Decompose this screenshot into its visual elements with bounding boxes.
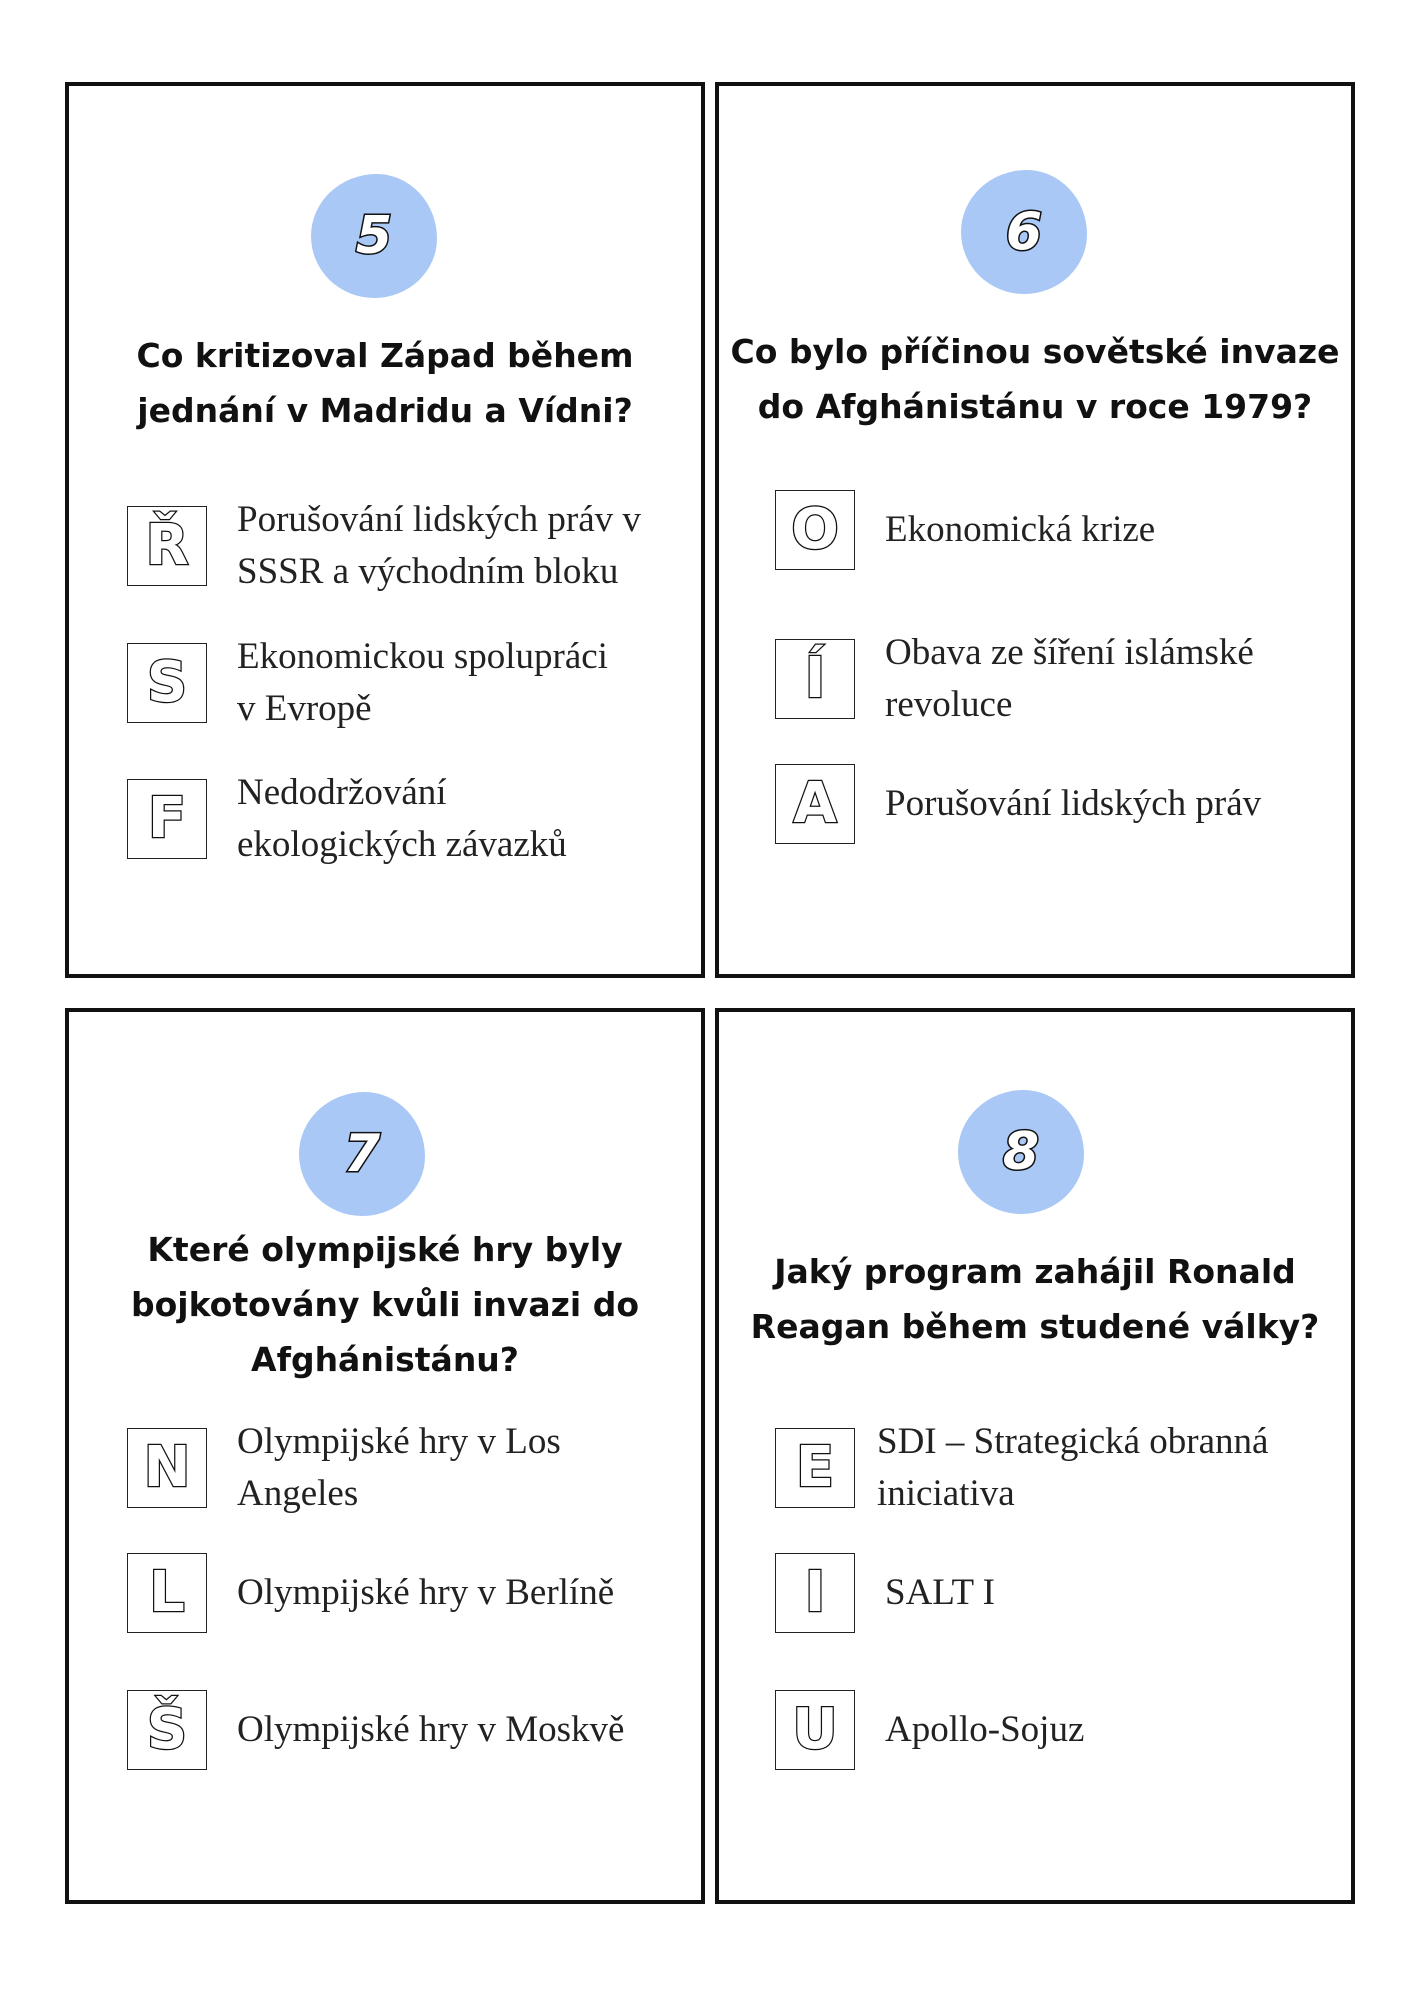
answer-text: Olympijské hry v Berlíně xyxy=(237,1572,615,1613)
answer-option[interactable] xyxy=(127,1553,687,1633)
answer-text: Nedodržování ekologických závazků xyxy=(237,772,567,865)
answer-text: Porušování lidských práv v SSSR a východním bloku xyxy=(237,499,641,592)
answer-letter-box xyxy=(127,643,207,723)
answer-letter: E xyxy=(795,1435,835,1500)
answer-letter-box xyxy=(775,490,855,570)
card-number: 5 xyxy=(355,206,393,266)
answer-option[interactable] xyxy=(775,627,1295,731)
quiz-card-6 xyxy=(715,82,1355,978)
quiz-card-5 xyxy=(65,82,705,978)
card-number: 7 xyxy=(343,1124,381,1184)
quiz-card-8 xyxy=(715,1008,1355,1904)
answer-letter-box xyxy=(127,1690,207,1770)
answer-letter: I xyxy=(804,1560,826,1625)
answer-text: SDI – Strategická obranná iniciativa xyxy=(877,1421,1269,1514)
answer-letter-box xyxy=(127,506,207,586)
answer-letter: A xyxy=(793,771,837,836)
answer-text: Obava ze šíření islámské revoluce xyxy=(885,632,1254,725)
answer-option[interactable] xyxy=(775,764,1335,844)
number-badge xyxy=(958,1090,1084,1214)
number-badge xyxy=(299,1092,425,1216)
answer-letter-box xyxy=(127,779,207,859)
answer-text: Ekonomická krize xyxy=(885,509,1156,550)
answer-letter: Š xyxy=(146,1697,188,1762)
answer-option[interactable] xyxy=(775,490,1335,570)
answer-option[interactable] xyxy=(775,1553,1335,1633)
question-text: Co bylo příčinou sovětské invaze do Afghánistánu v roce 1979? xyxy=(730,332,1340,426)
answer-option[interactable] xyxy=(775,1416,1345,1520)
answer-option[interactable] xyxy=(127,767,627,871)
card-number: 8 xyxy=(1002,1122,1040,1182)
answer-letter: Ř xyxy=(145,513,189,578)
answer-text: Porušování lidských práv xyxy=(885,783,1262,824)
question-text: Jaký program zahájil Ronald Reagan během studené války? xyxy=(750,1252,1320,1346)
answer-letter: Í xyxy=(804,646,826,711)
number-badge xyxy=(311,174,437,298)
answer-letter-box xyxy=(775,764,855,844)
number-badge xyxy=(961,170,1087,294)
answer-option[interactable] xyxy=(775,1690,1335,1770)
answer-option[interactable] xyxy=(127,1690,687,1770)
answer-text: Olympijské hry v Moskvě xyxy=(237,1709,625,1750)
answer-letter-box xyxy=(775,639,855,719)
question-text: Které olympijské hry byly bojkotovány kvůli invazi do Afghánistánu? xyxy=(130,1230,639,1379)
answer-text: Apollo-Sojuz xyxy=(885,1709,1085,1750)
answer-text: Ekonomickou spolupráci v Evropě xyxy=(237,636,608,729)
answer-letter: F xyxy=(147,786,187,851)
answer-text: SALT I xyxy=(885,1572,996,1613)
quiz-card-7 xyxy=(65,1008,705,1904)
answer-letter-box xyxy=(127,1553,207,1633)
answer-text: Olympijské hry v Los Angeles xyxy=(237,1421,561,1514)
card-number: 6 xyxy=(1005,202,1043,262)
answer-option[interactable] xyxy=(127,631,627,735)
answer-option[interactable] xyxy=(127,1416,627,1520)
answer-letter: O xyxy=(791,497,839,562)
answer-letter: U xyxy=(792,1697,838,1762)
answer-letter-box xyxy=(775,1553,855,1633)
answer-letter: S xyxy=(146,650,188,715)
answer-letter-box xyxy=(775,1690,855,1770)
answer-letter: N xyxy=(143,1435,191,1500)
answer-letter-box xyxy=(127,1428,207,1508)
answer-option[interactable] xyxy=(127,494,687,598)
answer-letter-box xyxy=(775,1428,855,1508)
question-text: Co kritizoval Západ během jednání v Madridu a Vídni? xyxy=(136,336,634,430)
answer-letter: L xyxy=(149,1560,185,1625)
